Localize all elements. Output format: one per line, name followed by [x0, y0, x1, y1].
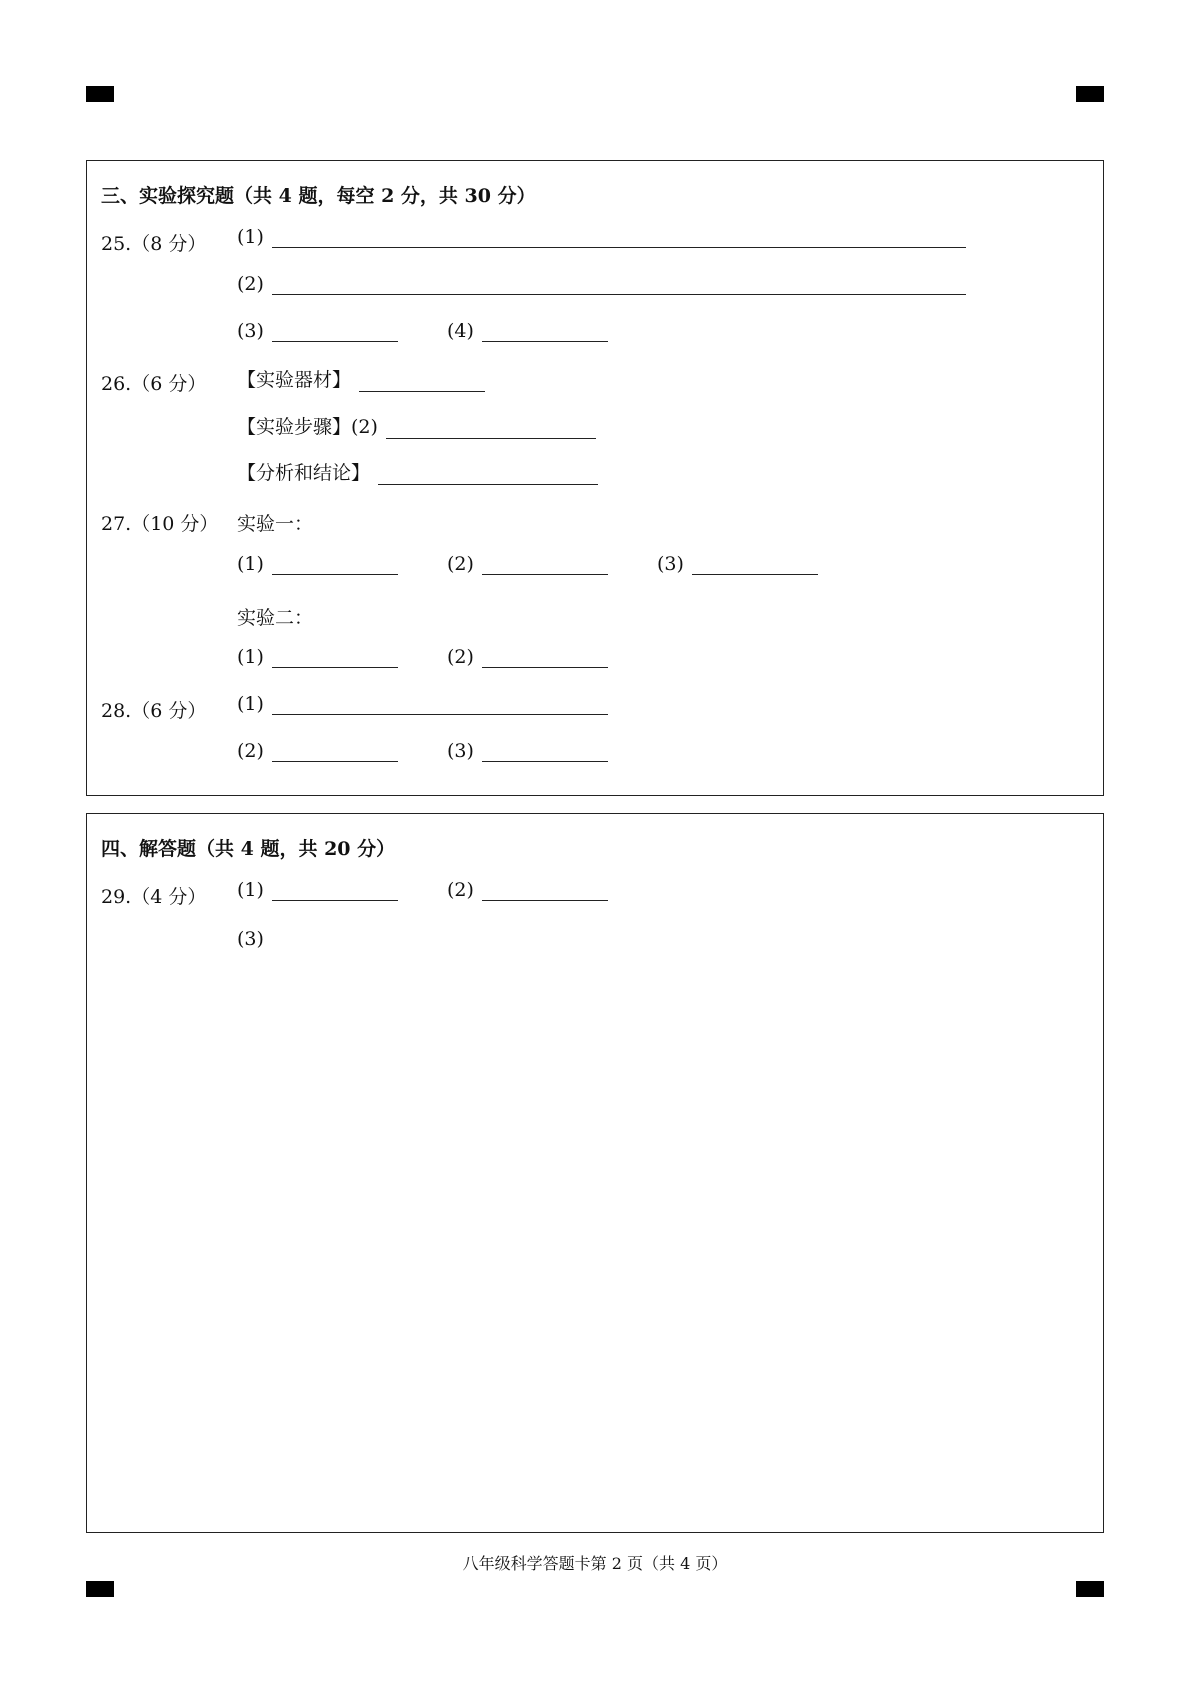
section-experiment-box	[86, 160, 1104, 796]
q27-exp2-blank-1-label: (1)	[237, 646, 264, 668]
q27-exp2-blank-2[interactable]	[447, 645, 608, 668]
q25-blank-4-line[interactable]	[482, 319, 608, 342]
q28-blank-1-line[interactable]	[272, 692, 608, 715]
q25-blank-2-label: (2)	[237, 273, 264, 295]
q27-exp1-blank-1-label: (1)	[237, 553, 264, 575]
q25-blank-1[interactable]	[237, 225, 966, 248]
section-experiment-title: 三、实验探究题（共 4 题，每空 2 分，共 30 分）	[101, 185, 536, 207]
q27-exp1-blank-1-line[interactable]	[272, 552, 398, 575]
registration-mark-bottom-right	[1076, 1581, 1104, 1597]
q27-exp2-blank-1-line[interactable]	[272, 645, 398, 668]
q26-steps-line[interactable]	[386, 416, 596, 439]
q26-materials-label: 【实验器材】	[237, 369, 352, 391]
q25-blank-4[interactable]	[447, 319, 608, 342]
q26-steps-label: 【实验步骤】(2)	[237, 416, 378, 438]
q27-exp1-blank-2-label: (2)	[447, 553, 474, 575]
q27-exp2-blank-1[interactable]	[237, 645, 398, 668]
q26-analysis-blank[interactable]	[237, 458, 598, 485]
question-27-number: 27.（10 分）	[101, 513, 219, 535]
q28-blank-3-line[interactable]	[482, 739, 608, 762]
q28-blank-1-label: (1)	[237, 693, 264, 715]
registration-mark-bottom-left	[86, 1581, 114, 1597]
registration-mark-top-right	[1076, 86, 1104, 102]
q27-exp1-blank-3-label: (3)	[657, 553, 684, 575]
section-answer-title: 四、解答题（共 4 题，共 20 分）	[101, 838, 396, 860]
question-28-number: 28.（6 分）	[101, 700, 207, 722]
q27-exp1-blank-2[interactable]	[447, 552, 608, 575]
question-25-number: 25.（8 分）	[101, 233, 207, 255]
q29-part-3-label: (3)	[237, 928, 264, 950]
q25-blank-3-label: (3)	[237, 320, 264, 342]
q26-analysis-label: 【分析和结论】	[237, 462, 371, 484]
q29-blank-1-line[interactable]	[272, 878, 398, 901]
q29-blank-2-label: (2)	[447, 879, 474, 901]
q28-blank-1[interactable]	[237, 692, 608, 715]
q27-exp1-blank-1[interactable]	[237, 552, 398, 575]
section-answer-box	[86, 813, 1104, 1533]
q25-blank-3-line[interactable]	[272, 319, 398, 342]
q26-analysis-line[interactable]	[378, 462, 598, 485]
page-footer: 八年级科学答题卡第 2 页（共 4 页）	[462, 1554, 728, 1573]
q28-blank-2[interactable]	[237, 739, 398, 762]
q27-experiment-2-label: 实验二：	[237, 607, 314, 629]
q25-blank-2-line[interactable]	[272, 272, 966, 295]
question-29-number: 29.（4 分）	[101, 886, 207, 908]
q27-exp1-blank-3-line[interactable]	[692, 552, 818, 575]
q27-experiment-1-label: 实验一：	[237, 513, 314, 535]
q25-blank-4-label: (4)	[447, 320, 474, 342]
q27-exp2-blank-2-line[interactable]	[482, 645, 608, 668]
q28-blank-2-line[interactable]	[272, 739, 398, 762]
q29-blank-2-line[interactable]	[482, 878, 608, 901]
q28-blank-3-label: (3)	[447, 740, 474, 762]
q26-steps-blank[interactable]	[237, 412, 596, 439]
q25-blank-1-line[interactable]	[272, 225, 966, 248]
q26-materials-line[interactable]	[359, 369, 485, 392]
q29-blank-2[interactable]	[447, 878, 608, 901]
q26-materials-blank[interactable]	[237, 365, 485, 392]
q29-blank-1-label: (1)	[237, 879, 264, 901]
q28-blank-3[interactable]	[447, 739, 608, 762]
question-26-number: 26.（6 分）	[101, 373, 207, 395]
q27-exp1-blank-2-line[interactable]	[482, 552, 608, 575]
q29-blank-1[interactable]	[237, 878, 398, 901]
q25-blank-1-label: (1)	[237, 226, 264, 248]
q29-answer-area[interactable]	[237, 964, 1077, 1514]
q27-exp1-blank-3[interactable]	[657, 552, 818, 575]
q27-exp2-blank-2-label: (2)	[447, 646, 474, 668]
q28-blank-2-label: (2)	[237, 740, 264, 762]
q25-blank-3[interactable]	[237, 319, 398, 342]
registration-mark-top-left	[86, 86, 114, 102]
q25-blank-2[interactable]	[237, 272, 966, 295]
